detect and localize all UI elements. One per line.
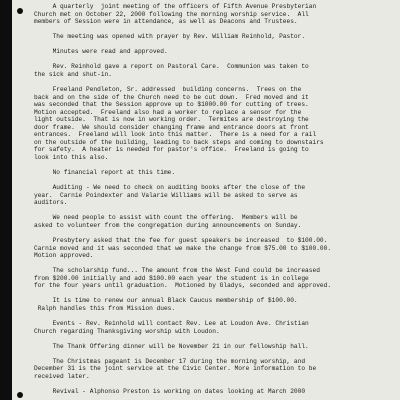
text-line: We need people to assist with count the offering. Members will be xyxy=(34,214,298,222)
text-line: was seconded that the Session approve up to $1000.00 for cutting of trees. xyxy=(34,101,309,109)
text-line: The meeting was opened with prayer by Rev. William Reinhold, Pastor. xyxy=(34,33,306,41)
paragraph-events xyxy=(34,320,352,335)
text-line: Ralph handles this from Mission dues. xyxy=(34,304,176,312)
text-line: December 31 is the joint service at the Civic Center. More information to be xyxy=(34,365,317,373)
paragraph-building-concerns xyxy=(34,86,352,161)
text-line: Revival - Alphonso Preston is working on dates looking at March 2000 xyxy=(34,387,306,395)
text-line: received later. xyxy=(34,372,90,380)
paragraph-financial-report xyxy=(34,169,352,177)
paragraph-revival xyxy=(34,388,352,396)
paragraph-thank-offering xyxy=(34,343,352,351)
text-line: auditors. xyxy=(34,199,68,207)
text-line: Rev. Reinhold gave a report on Pastoral Care. Communion was taken to xyxy=(34,63,309,71)
text-line: Carnie moved and it was seconded that we make the change from $75.00 to $100.00. xyxy=(34,244,332,252)
text-line: asked to volunteer from the congregation during announcements on Sunday. xyxy=(34,221,302,229)
text-line: Motion approved. xyxy=(34,252,94,260)
text-line: on the outside of the building, leading to back steps and coming to downstairs xyxy=(34,138,324,146)
paragraph-black-caucus xyxy=(34,297,352,312)
text-line: door frame. We should consider changing frame and entrance doors at front xyxy=(34,123,309,131)
text-line: The scholarship fund... The amount from the West Fund could be increased xyxy=(34,267,320,275)
text-line: The Christmas pageant is December 17 during the morning worship, and xyxy=(34,357,306,365)
text-line: Presbytery asked that the fee for guest speakers be increased to $100.00. xyxy=(34,236,328,244)
paragraph-prayer xyxy=(34,33,352,41)
paragraph-auditing xyxy=(34,184,352,207)
paragraph-opening xyxy=(34,3,352,26)
paragraph-minutes-read xyxy=(34,48,352,56)
text-line: for the four years until graduation. Motioned by Gladys, seconded and approved. xyxy=(34,282,332,290)
text-line: back and on the side of the Church need to be cut down. Fred moved and it xyxy=(34,93,309,101)
text-line: Church regarding Thanksgiving worship with Loudon. xyxy=(34,327,220,335)
paragraph-christmas-pageant xyxy=(34,358,352,381)
text-line: Minutes were read and approved. xyxy=(34,48,168,56)
text-line: The Thank Offering dinner will be November 21 in our fellowship hall. xyxy=(34,342,309,350)
text-line: It is time to renew our annual Black Caucus membership of $100.00. xyxy=(34,297,298,305)
text-line: light outside. That is now in working order. Termites are destroying the xyxy=(34,116,309,124)
document-page xyxy=(12,0,400,400)
text-line: look into this also. xyxy=(34,153,109,161)
text-line: for safety. A heater is needed for pastor's office. Freeland is going to xyxy=(34,146,309,154)
text-line: Church met on October 22, 2000 following the morning worship service. All xyxy=(34,10,309,18)
text-line: Events - Rev. Reinhold will contact Rev. Lee at Loudon Ave. Christian xyxy=(34,319,309,327)
text-line: Auditing - We need to check on auditing books after the close of the xyxy=(34,184,306,192)
meeting-minutes-text xyxy=(34,3,352,400)
text-line: Freeland Pendleton, Sr. addressed building concerns. Trees on the xyxy=(34,86,302,94)
paragraph-scholarship xyxy=(34,267,352,290)
text-line: No financial report at this time. xyxy=(34,169,176,177)
text-line: A quarterly joint meeting of the officers of Fifth Avenue Presbyterian xyxy=(34,3,317,10)
punch-hole xyxy=(17,392,23,398)
text-line: Motion accepted. Freeland also had a worker to replace a sensor for the xyxy=(34,108,302,116)
paragraph-guest-speakers xyxy=(34,237,352,260)
text-line: members of Session were in attendance, as well as Deacons and Trustees. xyxy=(34,18,298,26)
text-line: entrances. Freeland will look into this matter. There is a need for a rail xyxy=(34,131,317,139)
text-line: the sick and shut-in. xyxy=(34,70,112,78)
paragraph-offering-assist xyxy=(34,214,352,229)
text-line: from $200.00 initially and add $100.00 each year the student is in college xyxy=(34,274,309,282)
paragraph-pastoral-care xyxy=(34,63,352,78)
text-line: year. Carnie Poindexter and Valarie Williams will be asked to serve as xyxy=(34,191,298,199)
punch-hole xyxy=(17,8,23,14)
